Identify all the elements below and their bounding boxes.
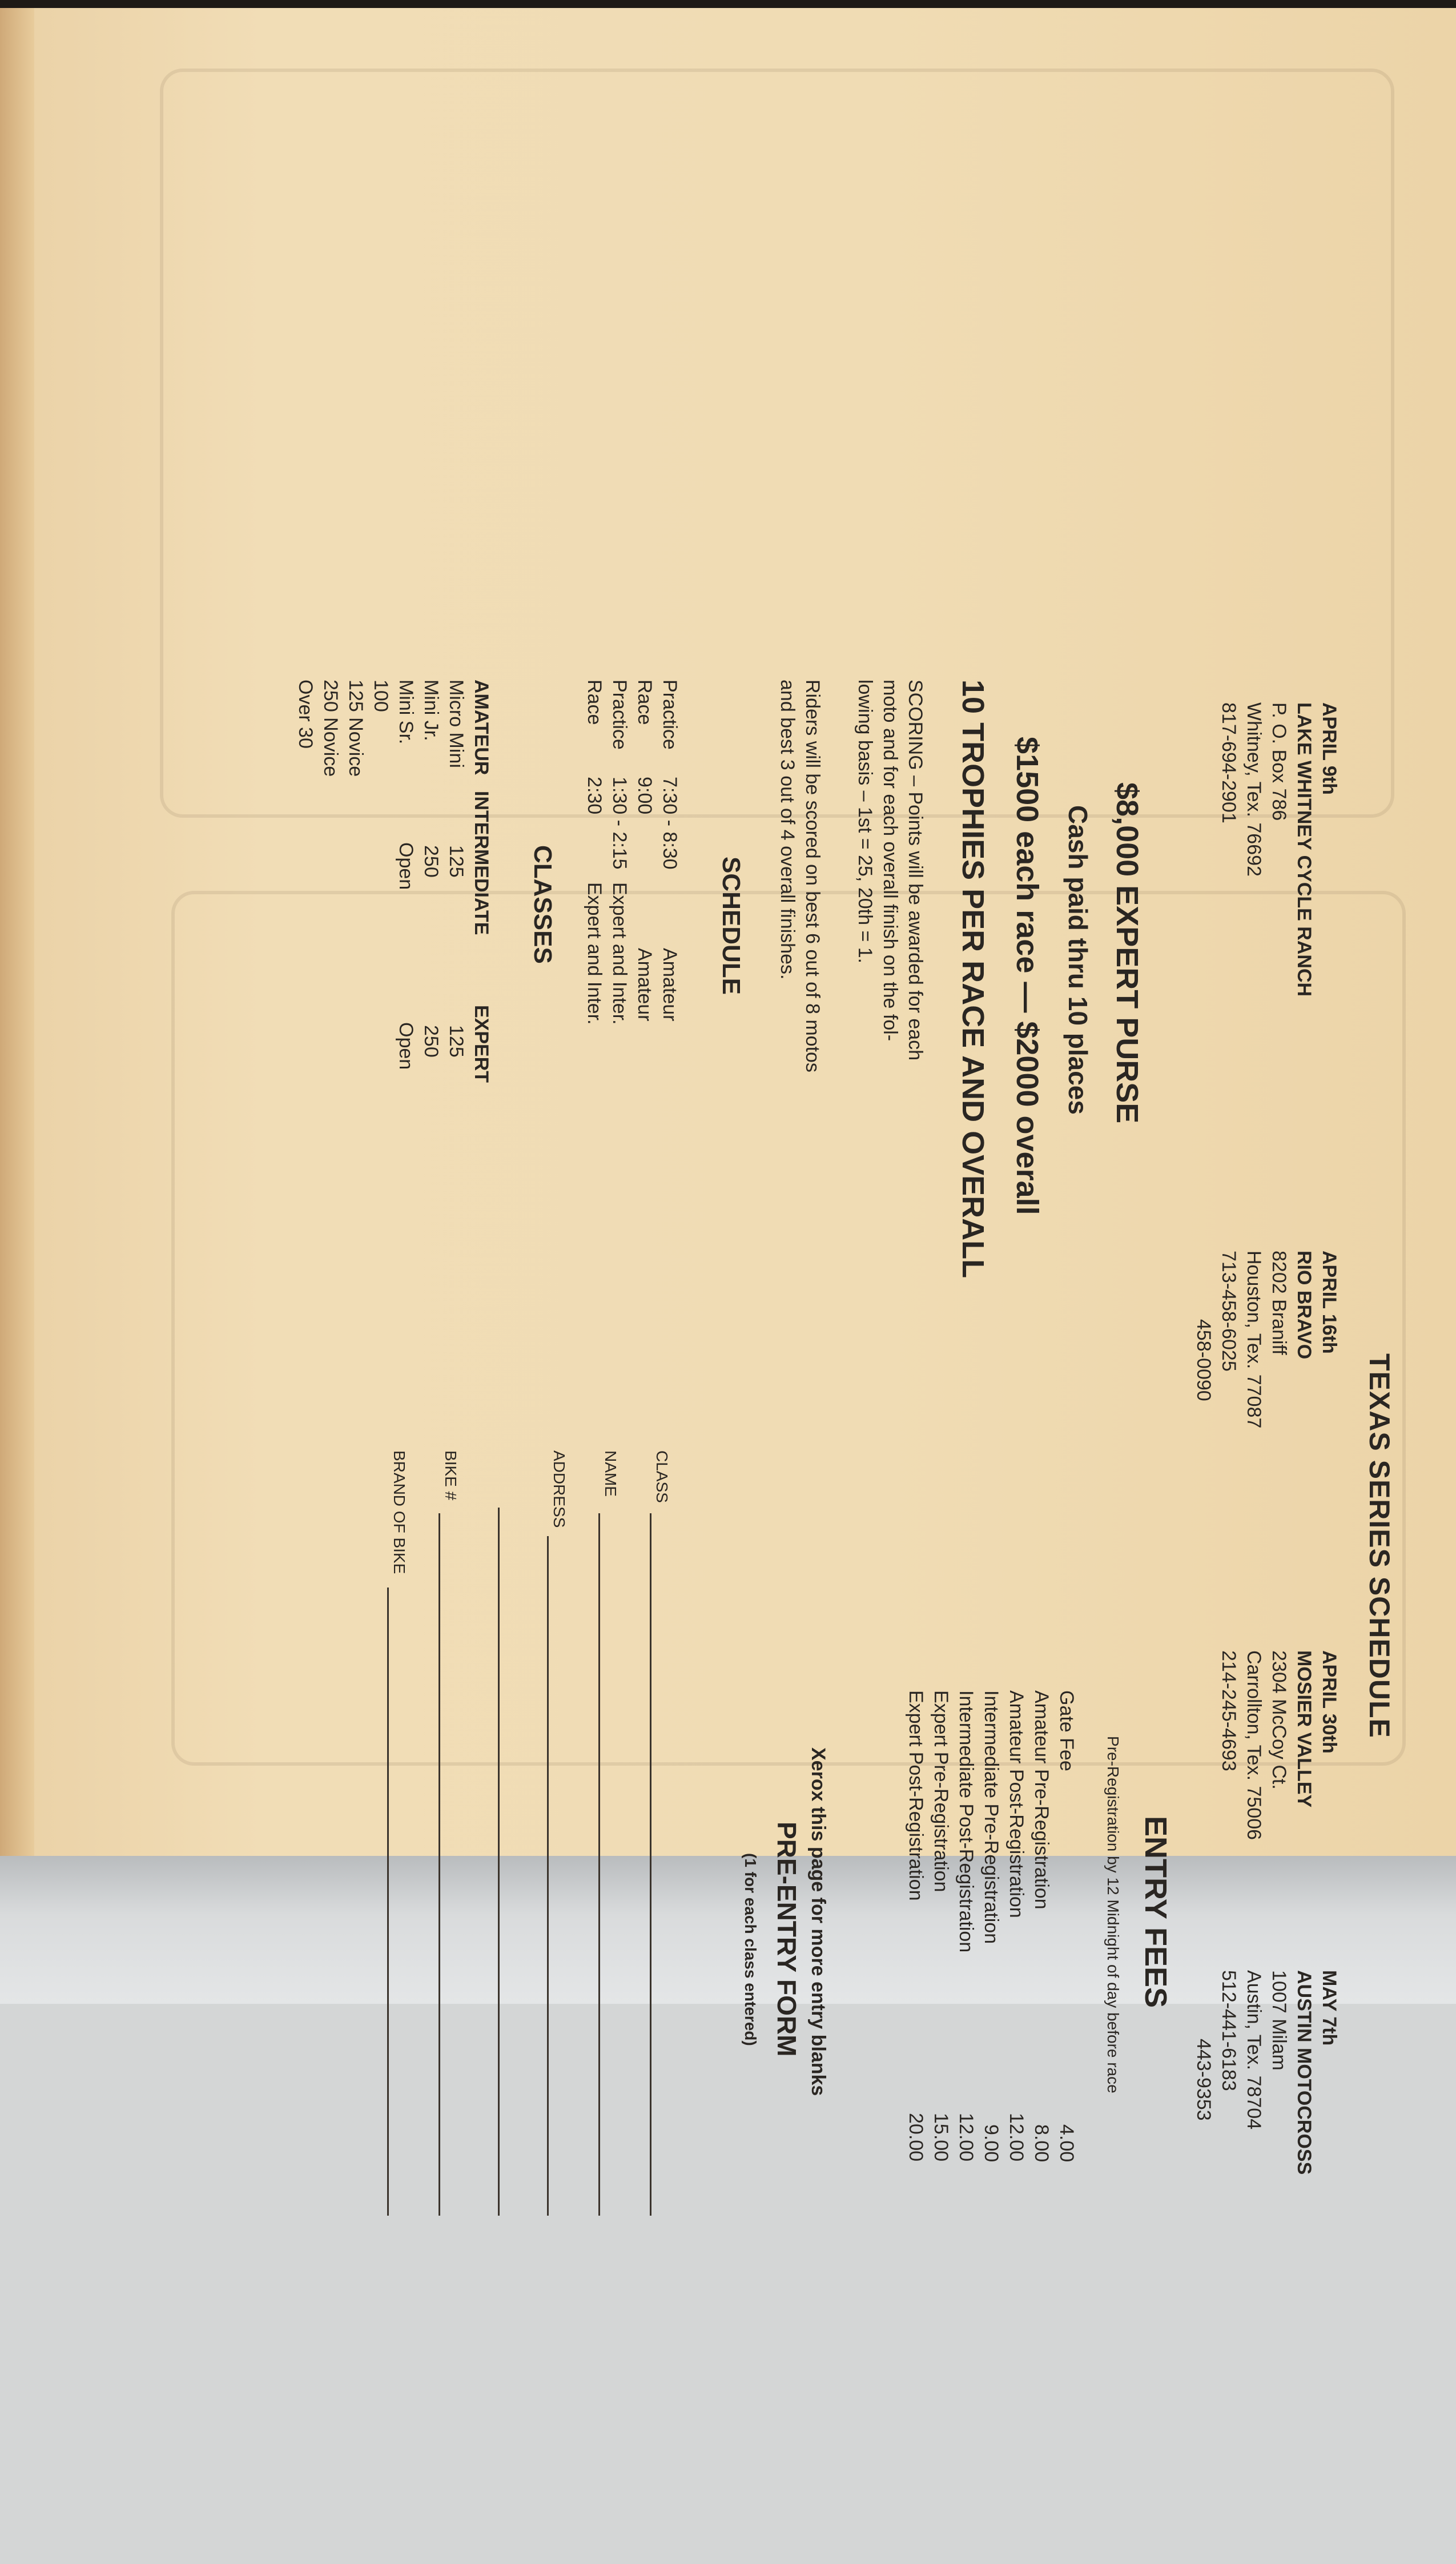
schedule-time: 9:00 [634, 777, 655, 815]
event-city: Austin, Tex. 78704 [1243, 1970, 1265, 2130]
field-label: BRAND OF BIKE [391, 1450, 408, 1574]
expert-purse-heading: $8,000 EXPERT PURSE [1110, 782, 1144, 1124]
event-phone: 214-245-4693 [1218, 1650, 1240, 1771]
xerox-note: Xerox this page for more entry blanks [807, 1747, 829, 2096]
rotated-content [54, 680, 1396, 2564]
expert-class: 250 [420, 1025, 442, 1058]
schedule-time: 1:30 - 2:15 [609, 777, 630, 870]
amateur-class: 100 [370, 680, 392, 712]
amateur-class: Mini Sr. [395, 680, 417, 745]
field-label: ADDRESS [550, 1450, 568, 1528]
scoring-text: moto and for each overall finish on the fol- [879, 680, 901, 1042]
event-address: P. O. Box 786 [1268, 702, 1290, 821]
expert-class: Open [395, 1022, 417, 1070]
event-venue: LAKE WHITNEY CYCLE RANCH [1293, 702, 1315, 997]
page-title: TEXAS SERIES SCHEDULE [1364, 1353, 1395, 1738]
field-label: BIKE # [442, 1450, 460, 1501]
fee-amount: 9.00 [980, 2124, 1002, 2163]
schedule-who: Expert and Inter. [609, 882, 630, 1025]
trophies-line: 10 TROPHIES PER RACE AND OVERALL [956, 680, 990, 1279]
page-top-edge [0, 0, 1456, 8]
bike-number-input-line[interactable] [439, 1513, 440, 2216]
schedule-event: Race [584, 680, 605, 725]
pre-registration-note: Pre-Registration by 12 Midnight of day before race [1104, 1736, 1122, 2093]
name-input-line[interactable] [598, 1513, 600, 2216]
amateur-class: 250 Novice [320, 680, 341, 777]
scoring-text: SCORING – Points will be awarded for each [904, 680, 926, 1061]
amateur-class: Mini Jr. [420, 680, 442, 741]
field-label: NAME [602, 1450, 620, 1497]
expert-class: 125 [445, 1025, 467, 1058]
brand-input-line[interactable] [387, 1588, 389, 2216]
event-phone: 713-458-6025 [1218, 1251, 1240, 1372]
event-venue: MOSIER VALLEY [1293, 1650, 1315, 1808]
schedule-event: Practice [659, 680, 681, 750]
fee-label: Expert Pre-Registration [930, 1690, 952, 1892]
pre-entry-heading: PRE-ENTRY FORM [772, 1822, 802, 2057]
event-address: 8202 Braniff [1268, 1251, 1290, 1355]
page-binding-edge [0, 0, 34, 1856]
fee-label: Expert Post-Registration [905, 1690, 927, 1901]
event-date: APRIL 30th [1318, 1650, 1340, 1754]
entry-fees-heading: ENTRY FEES [1139, 1816, 1173, 2008]
event-city: Carrollton, Tex. 75006 [1243, 1650, 1265, 1840]
fee-label: Amateur Pre-Registration [1031, 1690, 1052, 1910]
fee-amount: 4.00 [1056, 2124, 1077, 2163]
event-address: 1007 Milam [1268, 1970, 1290, 2071]
class-header-amateur: AMATEUR [470, 680, 492, 775]
schedule-event: Practice [609, 680, 630, 750]
fee-amount: 20.00 [905, 2113, 927, 2162]
event-phone-alt: 458-0090 [1193, 1319, 1214, 1401]
fee-label: Intermediate Pre-Registration [980, 1690, 1002, 1944]
fee-label: Amateur Post-Registration [1005, 1690, 1027, 1918]
intermediate-class: 250 [420, 845, 442, 878]
classes-heading: CLASSES [529, 845, 557, 964]
riders-note: and best 3 out of 4 overall finishes. [777, 680, 798, 980]
intermediate-class: Open [395, 842, 417, 890]
riders-note: Riders will be scored on best 6 out of 8 motos [802, 680, 823, 1072]
fee-amount: 15.00 [930, 2113, 952, 2162]
event-phone: 817-694-2901 [1218, 702, 1240, 823]
class-input-line[interactable] [650, 1513, 651, 2216]
class-header-expert: EXPERT [470, 1005, 492, 1083]
event-address: 2304 McCoy Ct. [1268, 1650, 1290, 1790]
event-phone: 512-441-6183 [1218, 1970, 1240, 2091]
address-input-line-2[interactable] [498, 1508, 500, 2216]
schedule-heading: SCHEDULE [717, 857, 745, 995]
cash-paid-line: Cash paid thru 10 places [1063, 805, 1093, 1115]
class-header-intermediate: INTERMEDIATE [470, 791, 492, 935]
event-venue: AUSTIN MOTOCROSS [1293, 1970, 1315, 2175]
amateur-class: Micro Mini [445, 680, 467, 768]
event-venue: RIO BRAVO [1293, 1251, 1315, 1360]
schedule-who: Amateur [634, 948, 655, 1022]
event-phone-alt: 443-9353 [1193, 2039, 1214, 2121]
fee-amount: 12.00 [1005, 2113, 1027, 2162]
intermediate-class: 125 [445, 845, 467, 878]
event-date: APRIL 9th [1318, 702, 1340, 795]
event-city: Whitney, Tex. 76692 [1243, 702, 1265, 877]
fee-amount: 8.00 [1031, 2124, 1052, 2163]
schedule-time: 7:30 - 8:30 [659, 777, 681, 870]
event-city: Houston, Tex. 77087 [1243, 1251, 1265, 1429]
amateur-class: Over 30 [295, 680, 316, 749]
amateur-class: 125 Novice [345, 680, 367, 777]
schedule-time: 2:30 [584, 777, 605, 815]
scoring-text: lowing basis – 1st = 25, 20th = 1. [854, 680, 876, 964]
address-input-line[interactable] [547, 1536, 549, 2216]
schedule-event: Race [634, 680, 655, 725]
event-date: APRIL 16th [1318, 1251, 1340, 1354]
fee-amount: 12.00 [955, 2113, 977, 2162]
pre-entry-subheading: (1 for each class entered) [742, 1853, 759, 2046]
race-purse-line: $1500 each race — $2000 overall [1010, 737, 1044, 1215]
field-label: CLASS [653, 1450, 671, 1503]
fee-label: Intermediate Post-Registration [955, 1690, 977, 1953]
schedule-who: Amateur [659, 948, 681, 1022]
event-date: MAY 7th [1318, 1970, 1340, 2046]
schedule-who: Expert and Inter. [584, 882, 605, 1025]
fee-label: Gate Fee [1056, 1690, 1077, 1771]
